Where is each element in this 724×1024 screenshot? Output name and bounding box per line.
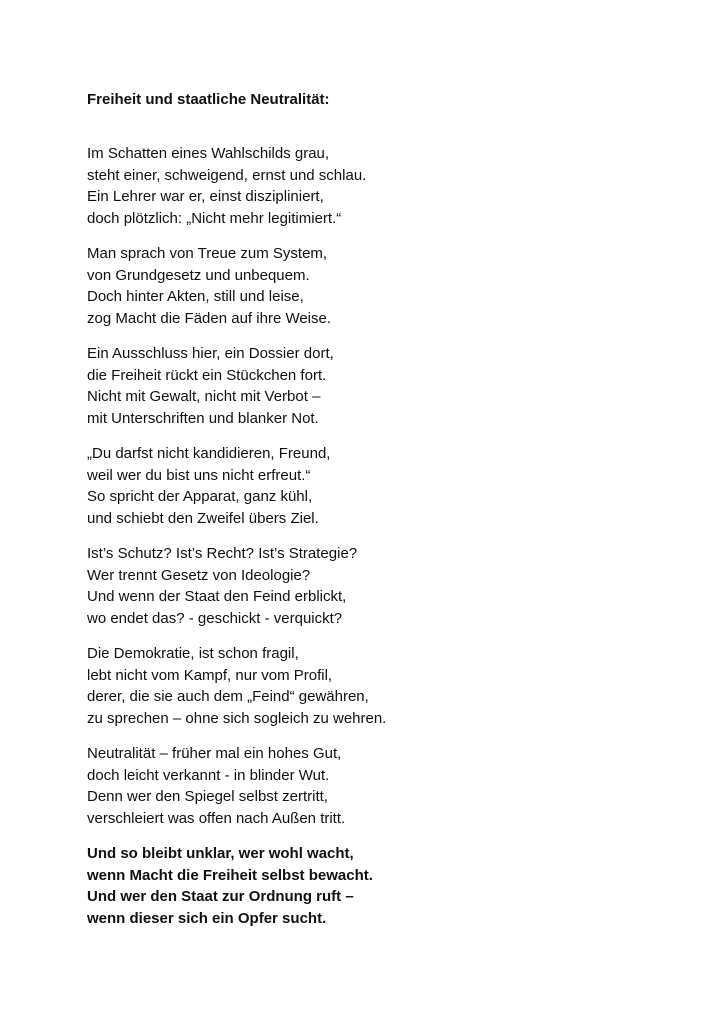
poem: [87, 89, 687, 943]
poem-line: Man sprach von Treue zum System,: [87, 245, 328, 262]
poem-line: von Grundgesetz und unbequem.: [87, 266, 310, 284]
poem-line: steht einer, schweigend, ernst und schlau.: [87, 166, 367, 184]
poem-line: Und wenn der Staat den Feind erblickt,: [87, 588, 347, 605]
poem-line: Nicht mit Gewalt, nicht mit Verbot –: [87, 388, 321, 405]
poem-line: So spricht der Apparat, ganz kühl,: [87, 488, 313, 505]
stanza-4: [87, 443, 687, 529]
stanza-7: [87, 743, 687, 829]
poem-line: zog Macht die Fäden auf ihre Weise.: [87, 309, 332, 327]
poem-line: Denn wer den Spiegel selbst zertritt,: [87, 788, 328, 805]
poem-line: verschleiert was offen nach Außen tritt.: [87, 809, 346, 827]
poem-line: und schiebt den Zweifel übers Ziel.: [87, 509, 319, 527]
poem-line: „Du darfst nicht kandidieren, Freund,: [87, 445, 331, 462]
poem-line: wo endet das? - geschickt - verquickt?: [87, 609, 343, 627]
poem-line: wenn dieser sich ein Opfer sucht.: [87, 909, 327, 927]
poem-line: Und so bleibt unklar, wer wohl wacht,: [87, 845, 354, 862]
stanza-1: [87, 143, 687, 229]
poem-line: Ist’s Schutz? Ist’s Recht? Ist’s Strategie?: [87, 545, 358, 562]
stanza-3: [87, 343, 687, 429]
poem-stanzas: [87, 143, 687, 929]
poem-line: lebt nicht vom Kampf, nur vom Profil,: [87, 666, 333, 684]
poem-line: zu sprechen – ohne sich sogleich zu wehren.: [87, 709, 387, 727]
stanza-8: [87, 843, 687, 929]
poem-line: Doch hinter Akten, still und leise,: [87, 288, 304, 305]
stanza-6: [87, 643, 687, 729]
poem-line: Im Schatten eines Wahlschilds grau,: [87, 145, 330, 162]
poem-line: wenn Macht die Freiheit selbst bewacht.: [87, 866, 373, 884]
poem-line: derer, die sie auch dem „Feind“ gewähren,: [87, 688, 369, 705]
poem-line: mit Unterschriften und blanker Not.: [87, 409, 319, 427]
poem-title: Freiheit und staatliche Neutralität:: [87, 91, 330, 108]
poem-line: doch leicht verkannt - in blinder Wut.: [87, 766, 330, 784]
stanza-5: [87, 543, 687, 629]
poem-line: Ein Ausschluss hier, ein Dossier dort,: [87, 345, 334, 362]
poem-line: Und wer den Staat zur Ordnung ruft –: [87, 888, 354, 905]
poem-line: Ein Lehrer war er, einst diszipliniert,: [87, 188, 324, 205]
poem-line: Neutralität – früher mal ein hohes Gut,: [87, 745, 342, 762]
poem-line: doch plötzlich: „Nicht mehr legitimiert.“: [87, 209, 342, 227]
poem-line: die Freiheit rückt ein Stückchen fort.: [87, 366, 327, 384]
poem-line: weil wer du bist uns nicht erfreut.“: [87, 466, 311, 484]
poem-line: Wer trennt Gesetz von Ideologie?: [87, 566, 311, 584]
stanza-2: [87, 243, 687, 329]
poem-line: Die Demokratie, ist schon fragil,: [87, 645, 299, 662]
